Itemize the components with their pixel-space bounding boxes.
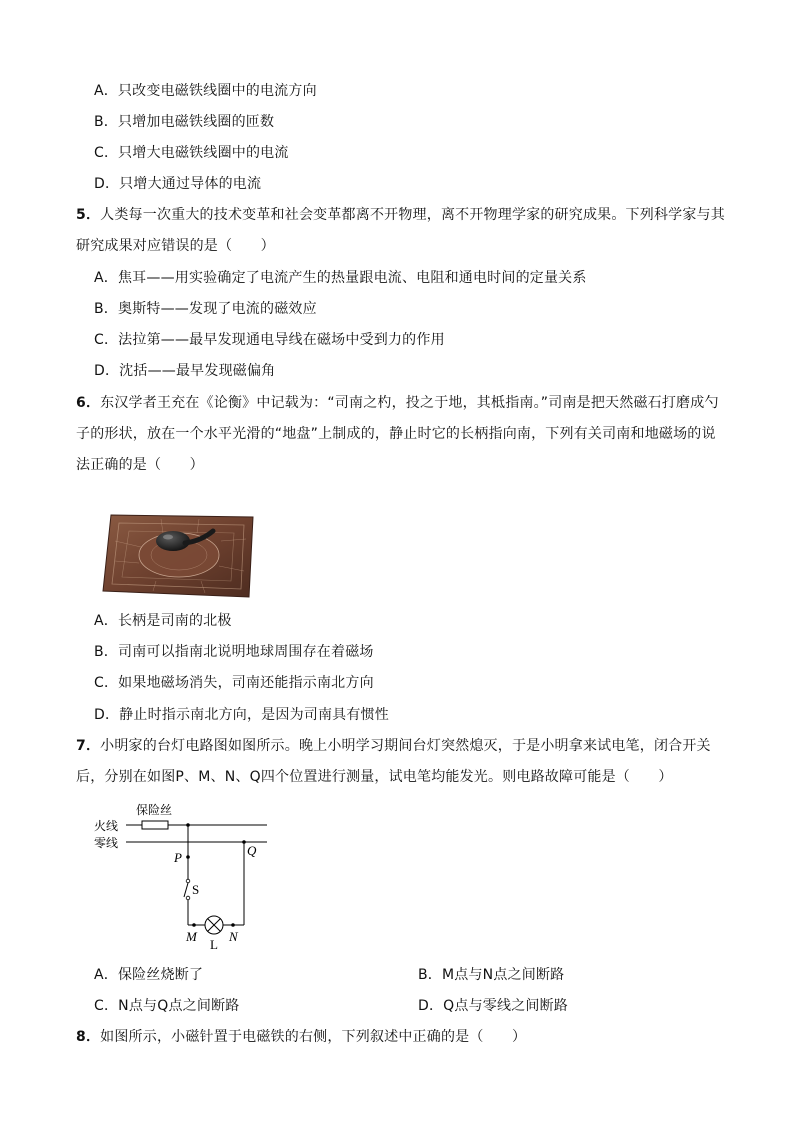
switch-s-label: S <box>192 882 200 897</box>
q5-option-c[interactable]: C．法拉第——最早发现通电导线在磁场中受到力的作用 <box>94 332 445 348</box>
q6-stem-line3: 法正确的是（ ） <box>76 457 204 473</box>
q8-text-1: 如图所示，小磁针置于电磁铁的右侧，下列叙述中正确的是（ ） <box>100 1029 527 1045</box>
q5-stem-line1 <box>76 205 725 225</box>
q6-text-1: 东汉学者王充在《论衡》中记载为：“司南之杓，投之于地，其柢指南。”司南是把天然磁石打磨成勺 <box>100 395 719 411</box>
q5-stem-line2: 研究成果对应错误的是（ ） <box>76 238 275 254</box>
q6-stem-line1 <box>76 393 719 413</box>
q5-option-b[interactable]: B．奥斯特——发现了电流的磁效应 <box>94 301 317 317</box>
q7-number: 7． <box>76 738 101 754</box>
point-q-label: Q <box>247 843 257 858</box>
neutral-wire-label: 零线 <box>94 836 119 850</box>
circuit-diagram <box>92 799 272 955</box>
q8-number: 8． <box>76 1029 101 1045</box>
q5-number: 5． <box>76 207 101 223</box>
q7-text-1: 小明家的台灯电路图如图所示。晚上小明学习期间台灯突然熄灭，于是小明拿来试电笔，闭合开关 <box>100 738 711 754</box>
fuse-symbol <box>142 821 168 829</box>
q5-option-a[interactable]: A．焦耳——用实验确定了电流产生的热量跟电流、电阻和通电时间的定量关系 <box>94 270 587 286</box>
lamp-label: L <box>210 937 218 952</box>
q4-option-c[interactable]: C．只增大电磁铁线圈中的电流 <box>94 145 289 161</box>
q6-option-a[interactable]: A．长柄是司南的北极 <box>94 613 232 629</box>
q7-option-a[interactable]: A．保险丝烧断了 <box>94 967 204 983</box>
sinan-compass-image <box>101 511 256 599</box>
q5-option-d[interactable]: D．沈括——最早发现磁偏角 <box>94 363 276 379</box>
q4-option-d[interactable]: D．只增大通过导体的电流 <box>94 176 262 192</box>
point-m-label: M <box>186 929 197 944</box>
q6-option-b[interactable]: B．司南可以指南北说明地球周围存在着磁场 <box>94 644 374 660</box>
q4-option-b[interactable]: B．只增加电磁铁线圈的匝数 <box>94 114 275 130</box>
q7-option-c[interactable]: C．N点与Q点之间断路 <box>94 998 240 1014</box>
point-n-label: N <box>229 929 238 944</box>
q5-text-1: 人类每一次重大的技术变革和社会变革都离不开物理，离不开物理学家的研究成果。下列科学家与其 <box>100 207 725 223</box>
live-wire-label: 火线 <box>94 819 119 833</box>
q8-stem-line1 <box>76 1027 526 1047</box>
q7-option-d[interactable]: D．Q点与零线之间断路 <box>418 998 568 1014</box>
fuse-label: 保险丝 <box>136 803 173 817</box>
q6-option-c[interactable]: C．如果地磁场消失，司南还能指示南北方向 <box>94 675 374 691</box>
q7-stem-line1 <box>76 736 711 756</box>
q6-option-d[interactable]: D．静止时指示南北方向，是因为司南具有惯性 <box>94 707 389 723</box>
q6-stem-line2: 子的形状，放在一个水平光滑的“地盘”上制成的，静止时它的长柄指向南，下列有关司南和地磁场的说 <box>76 426 716 442</box>
point-p-label: P <box>174 850 182 865</box>
q7-stem-line2: 后，分别在如图P、M、N、Q四个位置进行测量，试电笔均能发光。则电路故障可能是（ ） <box>76 769 673 785</box>
q7-option-b[interactable]: B．M点与N点之间断路 <box>418 967 565 983</box>
switch-s <box>184 883 188 897</box>
q6-number: 6． <box>76 395 101 411</box>
q4-option-a[interactable]: A．只改变电磁铁线圈中的电流方向 <box>94 83 317 99</box>
